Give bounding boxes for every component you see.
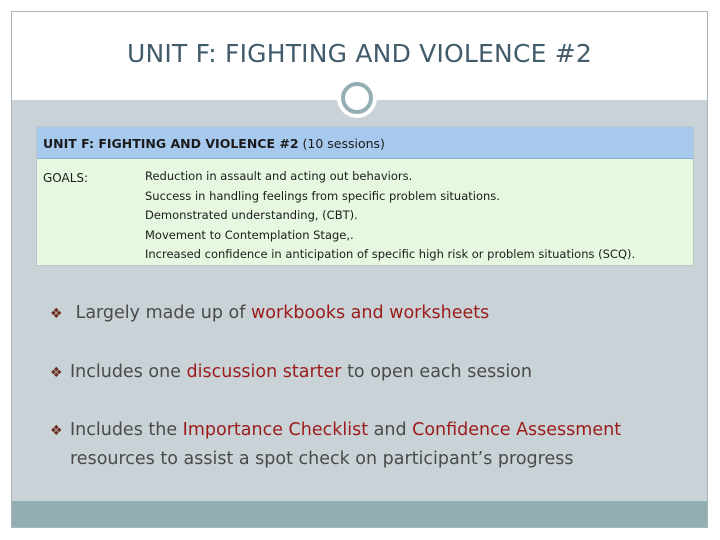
- bullet-text-end: to open each session: [341, 362, 532, 382]
- bullet-highlight: Importance Checklist: [182, 420, 369, 440]
- bullet-text-mid: and: [368, 420, 413, 440]
- bullet-item: [50, 420, 621, 440]
- goal-item: Increased confidence in anticipation of specific high risk or problem situations (SCQ).: [145, 247, 636, 261]
- diamond-bullet-icon: ❖: [50, 306, 63, 322]
- goal-item: Success in handling feelings from specific problem situations.: [145, 188, 500, 203]
- bullet-text: Includes one: [70, 362, 187, 382]
- goals-table-image: [36, 126, 694, 266]
- bullet-highlight-2: Confidence Assessment: [412, 420, 622, 440]
- bullet-continuation: resources to assist a spot check on participant’s progress: [70, 449, 574, 469]
- table-header: [37, 127, 693, 159]
- table-header-bold: UNIT F: FIGHTING AND VIOLENCE #2: [43, 136, 299, 151]
- bullet-text: Largely made up of: [70, 303, 251, 323]
- table-header-text: [43, 136, 385, 151]
- diamond-bullet-icon: ❖: [50, 423, 63, 439]
- goal-item: Movement to Contemplation Stage,.: [145, 227, 354, 242]
- goal-item: Reduction in assault and acting out behaviors.: [145, 169, 413, 183]
- slide-title: UNIT F: FIGHTING AND VIOLENCE #2: [126, 39, 593, 68]
- bullet-highlight: workbooks and worksheets: [250, 303, 490, 323]
- bullet-item: [50, 362, 532, 382]
- goals-label: GOALS:: [43, 171, 89, 185]
- bullet-text: Includes the: [70, 420, 183, 440]
- diamond-bullet-icon: ❖: [50, 365, 63, 381]
- circle-ornament-icon: [337, 78, 377, 118]
- circle-ornament-ring: [341, 82, 373, 114]
- footer-bar: [12, 501, 707, 527]
- bullet-highlight: discussion starter: [186, 362, 342, 382]
- table-header-sessions: (10 sessions): [298, 136, 385, 151]
- goal-item: Demonstrated understanding, (CBT).: [145, 208, 358, 222]
- goals-list: [145, 167, 635, 265]
- bullet-item: [50, 303, 489, 323]
